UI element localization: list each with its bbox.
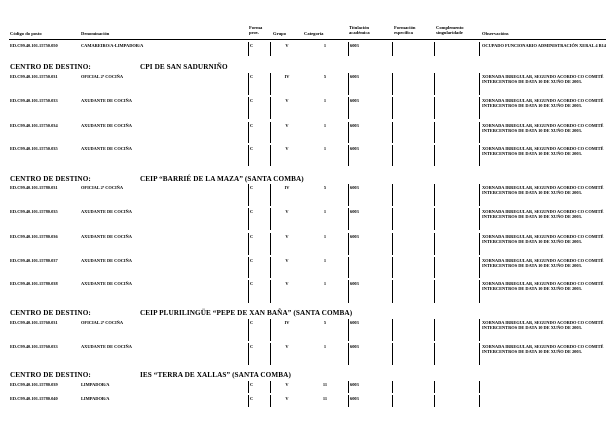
cell-denominacion: AXUDANTE DE COCIÑA — [81, 281, 132, 286]
cell-denominacion: AXUDANTE DE COCIÑA — [81, 344, 132, 349]
center-name: CPI DE SAN SADURNIÑO — [140, 63, 228, 71]
cell-observacions: XORNADA IRREGULAR, SEGUNDO ACORDO CO COMITÉ INTERCENTROS DE DATA 10 DE XUÑO DE 2003. — [482, 320, 604, 330]
column-divider — [392, 97, 393, 119]
column-divider — [392, 208, 393, 230]
cell-observacions: XORNADA IRREGULAR, SEGUNDO ACORDO CO COMITÉ INTERCENTROS DE DATA 10 DE XUÑO DE 2003. — [482, 98, 604, 108]
cell-grupo: V — [285, 123, 289, 128]
cell-denominacion: OFICIAL 2ª COCIÑA — [81, 320, 124, 325]
cell-forma: C — [250, 98, 254, 103]
column-divider — [348, 381, 349, 393]
column-divider — [392, 381, 393, 393]
cell-grupo: V — [285, 258, 289, 263]
center-label: CENTRO DE DESTINO: — [10, 309, 91, 317]
column-divider — [434, 122, 435, 143]
cell-denominacion: OFICIAL 2ª COCIÑA — [81, 74, 124, 79]
cell-titulacion: 6003 — [350, 123, 359, 128]
cell-grupo: V — [285, 146, 289, 151]
column-divider — [248, 233, 249, 255]
cell-denominacion: LIMPADOR/A — [81, 382, 110, 387]
column-divider — [434, 233, 435, 255]
cell-titulacion: 6003 — [350, 146, 359, 151]
header-codigo: Código do posto — [10, 31, 42, 36]
column-divider — [270, 184, 271, 206]
cell-codigo: ED.C99.40.101.15780.039 — [10, 382, 58, 387]
column-divider — [248, 381, 249, 393]
cell-categoria: 1 — [323, 43, 327, 48]
cell-categoria: 1 — [323, 281, 327, 286]
column-divider — [348, 184, 349, 206]
column-divider — [434, 184, 435, 206]
column-divider — [270, 73, 271, 95]
cell-observacions: XORNADA IRREGULAR, SEGUNDO ACORDO CO COMITÉ INTERCENTROS DE DATA 10 DE XUÑO DE 2003. — [482, 344, 604, 354]
cell-codigo: ED.C99.40.101.15780.036 — [10, 234, 58, 239]
cell-observacions: OCUPADO FUNCIONARIO ADMINISTRACIÓN XERAL 4 B14 — [482, 43, 606, 48]
column-divider — [392, 257, 393, 278]
column-divider — [248, 280, 249, 303]
column-divider — [348, 280, 349, 303]
column-divider — [348, 122, 349, 143]
cell-codigo: ED.C99.40.101.15750.035 — [10, 146, 58, 151]
cell-forma: C — [250, 74, 254, 79]
column-divider — [392, 233, 393, 255]
cell-titulacion: 6003 — [350, 320, 359, 325]
cell-grupo: V — [285, 281, 289, 286]
cell-forma: C — [250, 320, 254, 325]
column-divider — [348, 395, 349, 407]
cell-observacions: XORNADA IRREGULAR, SEGUNDO ACORDO CO COMITÉ INTERCENTROS DE DATA 10 DE XUÑO DE 2003. — [482, 123, 604, 133]
column-divider — [479, 257, 480, 278]
cell-forma: C — [250, 344, 254, 349]
column-divider — [348, 208, 349, 230]
header-denominacion: Denominación — [81, 31, 110, 36]
center-name: CEIP PLURILINGÜE “PEPE DE XAN BAÑA” (SANTA COMBA) — [140, 309, 353, 317]
column-divider — [248, 343, 249, 365]
column-divider — [248, 208, 249, 230]
cell-forma: C — [250, 382, 254, 387]
cell-denominacion: AXUDANTE DE COCIÑA — [81, 98, 132, 103]
column-divider — [248, 42, 249, 56]
cell-observacions: XORNADA IRREGULAR, SEGUNDO ACORDO CO COMITÉ INTERCENTROS DE DATA 10 DE XUÑO DE 2003. — [482, 258, 604, 268]
column-divider — [348, 343, 349, 365]
cell-forma: C — [250, 234, 254, 239]
cell-categoria: 1 — [323, 234, 327, 239]
column-divider — [434, 381, 435, 393]
cell-titulacion: 6003 — [350, 344, 359, 349]
center-name: IES “TERRA DE XALLAS” (SANTA COMBA) — [140, 371, 291, 379]
cell-categoria: 1 — [323, 123, 327, 128]
header-formacion: Formación específica — [394, 25, 416, 36]
column-divider — [392, 395, 393, 407]
cell-titulacion: 6003 — [350, 281, 359, 286]
cell-forma: C — [250, 43, 254, 48]
cell-forma: C — [250, 396, 254, 401]
cell-grupo: V — [285, 396, 289, 401]
column-divider — [348, 233, 349, 255]
column-divider — [479, 208, 480, 230]
column-divider — [392, 184, 393, 206]
header-grupo: Grupo — [273, 31, 287, 36]
cell-categoria: 11 — [322, 382, 328, 387]
cell-titulacion: 6003 — [350, 396, 359, 401]
cell-codigo: ED.C99.40.101.15750.033 — [10, 98, 58, 103]
cell-observacions: XORNADA IRREGULAR, SEGUNDO ACORDO CO COMITÉ INTERCENTROS DE DATA 10 DE XUÑO DE 2003. — [482, 146, 604, 156]
column-divider — [434, 208, 435, 230]
header-observacions: Observacións — [482, 31, 509, 36]
cell-categoria: 11 — [322, 396, 328, 401]
cell-forma: C — [250, 146, 254, 151]
column-divider — [479, 184, 480, 206]
column-divider — [248, 395, 249, 407]
cell-categoria: 5 — [323, 320, 327, 325]
cell-titulacion: 6003 — [350, 382, 359, 387]
cell-forma: C — [250, 185, 254, 190]
column-divider — [270, 42, 271, 56]
cell-observacions: XORNADA IRREGULAR, SEGUNDO ACORDO CO COMITÉ INTERCENTROS DE DATA 10 DE XUÑO DE 2003. — [482, 281, 604, 291]
cell-forma: C — [250, 209, 254, 214]
column-divider — [479, 97, 480, 119]
cell-grupo: V — [285, 43, 289, 48]
cell-denominacion: LIMPADOR/A — [81, 396, 110, 401]
cell-grupo: IV — [284, 74, 290, 79]
cell-observacions: XORNADA IRREGULAR, SEGUNDO ACORDO CO COMITÉ INTERCENTROS DE DATA 10 DE XUÑO DE 2003. — [482, 234, 604, 244]
column-divider — [434, 395, 435, 407]
column-divider — [479, 233, 480, 255]
column-divider — [434, 257, 435, 278]
cell-categoria: 1 — [323, 209, 327, 214]
cell-titulacion: 6003 — [350, 74, 359, 79]
cell-grupo: V — [285, 209, 289, 214]
cell-codigo: ED.C99.40.101.15750.031 — [10, 74, 58, 79]
cell-denominacion: AXUDANTE DE COCIÑA — [81, 123, 132, 128]
cell-grupo: V — [285, 234, 289, 239]
column-divider — [479, 280, 480, 303]
column-divider — [348, 145, 349, 166]
cell-categoria: 1 — [323, 146, 327, 151]
cell-titulacion: 6003 — [350, 185, 359, 190]
cell-denominacion: AXUDANTE DE COCIÑA — [81, 234, 132, 239]
column-divider — [348, 257, 349, 278]
cell-categoria: 1 — [323, 98, 327, 103]
center-name: CEIP “BARRIÉ DE LA MAZA” (SANTA COMBA) — [140, 175, 304, 183]
cell-forma: C — [250, 281, 254, 286]
cell-titulacion: 6003 — [350, 234, 359, 239]
column-divider — [270, 395, 271, 407]
cell-grupo: IV — [284, 320, 290, 325]
column-divider — [248, 73, 249, 95]
column-divider — [392, 42, 393, 56]
cell-observacions: XORNADA IRREGULAR, SEGUNDO ACORDO CO COMITÉ INTERCENTROS DE DATA 10 DE XUÑO DE 2003. — [482, 185, 604, 195]
column-divider — [434, 42, 435, 56]
center-label: CENTRO DE DESTINO: — [10, 63, 91, 71]
column-divider — [479, 319, 480, 341]
column-divider — [270, 257, 271, 278]
cell-codigo: ED.C99.40.101.15780.038 — [10, 281, 58, 286]
column-divider — [270, 208, 271, 230]
header-forma: Forma prov. — [249, 25, 263, 36]
center-label: CENTRO DE DESTINO: — [10, 175, 91, 183]
column-divider — [434, 97, 435, 119]
cell-denominacion: AXUDANTE DE COCIÑA — [81, 209, 132, 214]
column-divider — [248, 184, 249, 206]
column-divider — [248, 145, 249, 166]
cell-grupo: V — [285, 382, 289, 387]
column-divider — [248, 97, 249, 119]
column-divider — [479, 42, 480, 56]
cell-observacions: XORNADA IRREGULAR, SEGUNDO ACORDO CO COMITÉ INTERCENTROS DE DATA 10 DE XUÑO DE 2003. — [482, 74, 604, 84]
column-divider — [392, 122, 393, 143]
header-titulacion: Titulación académica — [349, 25, 370, 36]
header-rule — [9, 39, 606, 40]
cell-codigo: ED.C99.40.101.15780.040 — [10, 396, 58, 401]
column-divider — [479, 73, 480, 95]
cell-denominacion: AXUDANTE DE COCIÑA — [81, 258, 132, 263]
column-divider — [479, 395, 480, 407]
column-divider — [270, 122, 271, 143]
column-divider — [248, 122, 249, 143]
cell-codigo: ED.C99.40.101.15750.034 — [10, 123, 58, 128]
column-divider — [392, 319, 393, 341]
cell-titulacion: 6003 — [350, 209, 359, 214]
cell-grupo: V — [285, 98, 289, 103]
cell-titulacion: 6003 — [350, 98, 359, 103]
column-divider — [479, 381, 480, 393]
column-divider — [392, 343, 393, 365]
cell-denominacion: AXUDANTE DE COCIÑA — [81, 146, 132, 151]
column-divider — [270, 145, 271, 166]
column-divider — [434, 319, 435, 341]
column-divider — [270, 319, 271, 341]
cell-categoria: 5 — [323, 74, 327, 79]
column-divider — [270, 381, 271, 393]
column-divider — [392, 145, 393, 166]
cell-titulacion: 6003 — [350, 43, 359, 48]
column-divider — [270, 343, 271, 365]
cell-codigo: ED.C99.40.101.15780.037 — [10, 258, 58, 263]
center-label: CENTRO DE DESTINO: — [10, 371, 91, 379]
column-divider — [348, 73, 349, 95]
column-divider — [479, 343, 480, 365]
cell-categoria: 5 — [323, 185, 327, 190]
column-divider — [479, 145, 480, 166]
cell-forma: C — [250, 123, 254, 128]
column-divider — [348, 42, 349, 56]
cell-observacions: XORNADA IRREGULAR, SEGUNDO ACORDO CO COMITÉ INTERCENTROS DE DATA 10 DE XUÑO DE 2003. — [482, 209, 604, 219]
column-divider — [392, 280, 393, 303]
cell-forma: C — [250, 258, 254, 263]
column-divider — [248, 319, 249, 341]
cell-codigo: ED.C99.40.101.15780.035 — [10, 209, 58, 214]
column-divider — [348, 97, 349, 119]
cell-grupo: IV — [284, 185, 290, 190]
column-divider — [392, 73, 393, 95]
column-divider — [434, 343, 435, 365]
column-divider — [434, 145, 435, 166]
cell-categoria: 1 — [323, 258, 327, 263]
column-divider — [348, 319, 349, 341]
header-complemento: Complemento singularidade — [436, 25, 464, 36]
cell-codigo: ED.C99.40.101.15750.050 — [10, 43, 58, 48]
cell-categoria: 1 — [323, 344, 327, 349]
cell-codigo: ED.C99.40.101.15760.033 — [10, 344, 58, 349]
column-divider — [434, 73, 435, 95]
column-divider — [248, 257, 249, 278]
column-divider — [270, 280, 271, 303]
column-divider — [270, 233, 271, 255]
cell-denominacion: OFICIAL 2ª COCIÑA — [81, 185, 124, 190]
cell-codigo: ED.C99.40.101.15780.031 — [10, 185, 58, 190]
column-divider — [434, 280, 435, 303]
cell-grupo: V — [285, 344, 289, 349]
column-divider — [270, 97, 271, 119]
cell-codigo: ED.C99.40.101.15760.031 — [10, 320, 58, 325]
cell-denominacion: CAMAREIRO/A-LIMPADOR/A — [81, 43, 144, 48]
header-categoria: Categoría — [304, 31, 324, 36]
column-divider — [479, 122, 480, 143]
